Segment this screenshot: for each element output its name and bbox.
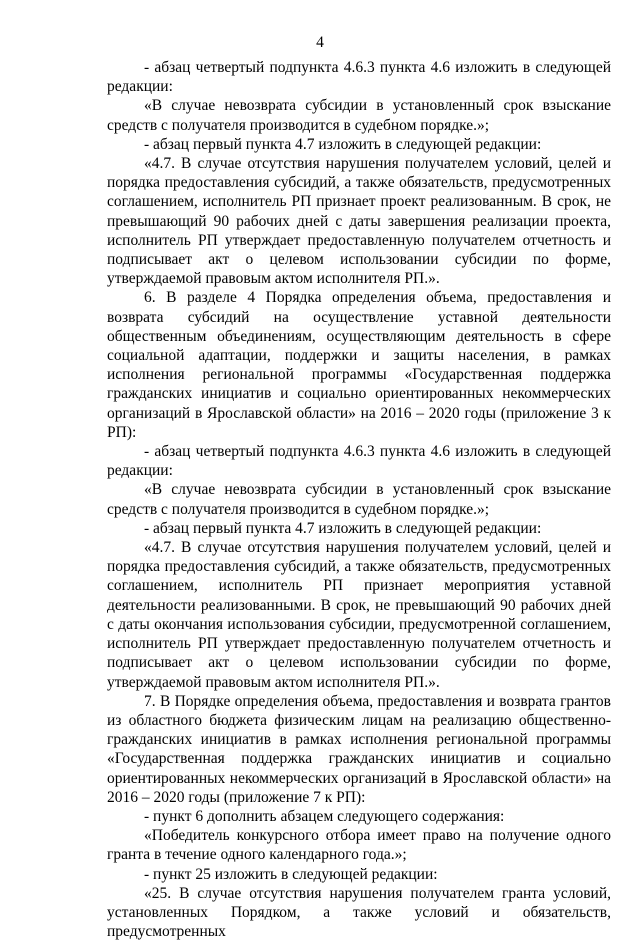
paragraph-quote-25: «25. В случае отсутствия нарушения получателем гранта условий, установленных Порядком, а также условий и обязательств, предусмотренных	[107, 884, 611, 941]
paragraph-item-6: 6. В разделе 4 Порядка определения объема, предоставления и возврата субсидий на осуществление уставной деятельности общественным объединениям, осуществляющим деятельность в сфере социальной адаптации, поддержки и защиты населения, в рамках исполнения региональной программы «Государственная поддержка гражданских инициатив и социально ориентированных некоммерческих организаций в Ярославской области» на 2016 – 2020 годы (приложение 3 к РП):	[107, 289, 611, 441]
paragraph-amend-4-6-3-b: - абзац четвертый подпункта 4.6.3 пункта 4.6 изложить в следующей редакции:	[107, 443, 611, 480]
paragraph-amend-4-7-b: - абзац первый пункта 4.7 изложить в следующей редакции:	[144, 519, 542, 537]
paragraph-quote-4-7-b: «4.7. В случае отсутствия нарушения получателем условий, целей и порядка предоставления субсидий, а также обязательств, предусмотренных соглашением, исполнитель РП признает мероприятия уставной деятельности реализованными. В срок, не превышающий 90 рабочих дней с даты окончания использования субсидии, предусмотренной соглашением, исполнитель РП утверждает предоставленную получателем отчетность и подписывает акт о целевом использовании субсидии по форме, утверждаемой правовым актом исполнителя РП.».	[107, 539, 611, 691]
paragraph-amend-point-25: - пункт 25 изложить в следующей редакции:	[144, 865, 438, 883]
paragraph-item-7: 7. В Порядке определения объема, предоставления и возврата грантов из областного бюджета физическим лицам на реализацию общественно-гражданских инициатив в рамках исполнения региональной программы «Государственная поддержка гражданских инициатив и социально ориентированных некоммерческих организаций в Ярославской области» на 2016 – 2020 годы (приложение 7 к РП):	[107, 692, 611, 806]
paragraph-quote-4-7-a: «4.7. В случае отсутствия нарушения получателем условий, целей и порядка предоставления субсидий, а также обязательств, предусмотренных соглашением, исполнитель РП признает проект реализованным. В срок, не превышающий 90 рабочих дней с даты завершения реализации проекта, исполнитель РП утверждает предоставленную получателем отчетность и подписывает акт о целевом использовании субсидии по форме, утверждаемой правовым актом исполнителя РП.».	[107, 155, 611, 288]
paragraph-amend-4-7-a: - абзац первый пункта 4.7 изложить в следующей редакции:	[144, 135, 542, 153]
page-number: 4	[316, 34, 324, 51]
paragraph-amend-4-6-3-a: - абзац четвертый подпункта 4.6.3 пункта 4.6 изложить в следующей редакции:	[107, 59, 611, 96]
paragraph-quote-recovery-b: «В случае невозврата субсидии в установленный срок взыскание средств с получателя производится в судебном порядке.»;	[107, 481, 611, 518]
paragraph-quote-recovery-a: «В случае невозврата субсидии в установленный срок взыскание средств с получателя производится в судебном порядке.»;	[107, 97, 611, 134]
paragraph-amend-point-6: - пункт 6 дополнить абзацем следующего содержания:	[144, 807, 505, 825]
document-body	[107, 58, 611, 941]
paragraph-quote-winner: «Победитель конкурсного отбора имеет право на получение одного гранта в течение одного календарного года.»;	[107, 827, 611, 864]
